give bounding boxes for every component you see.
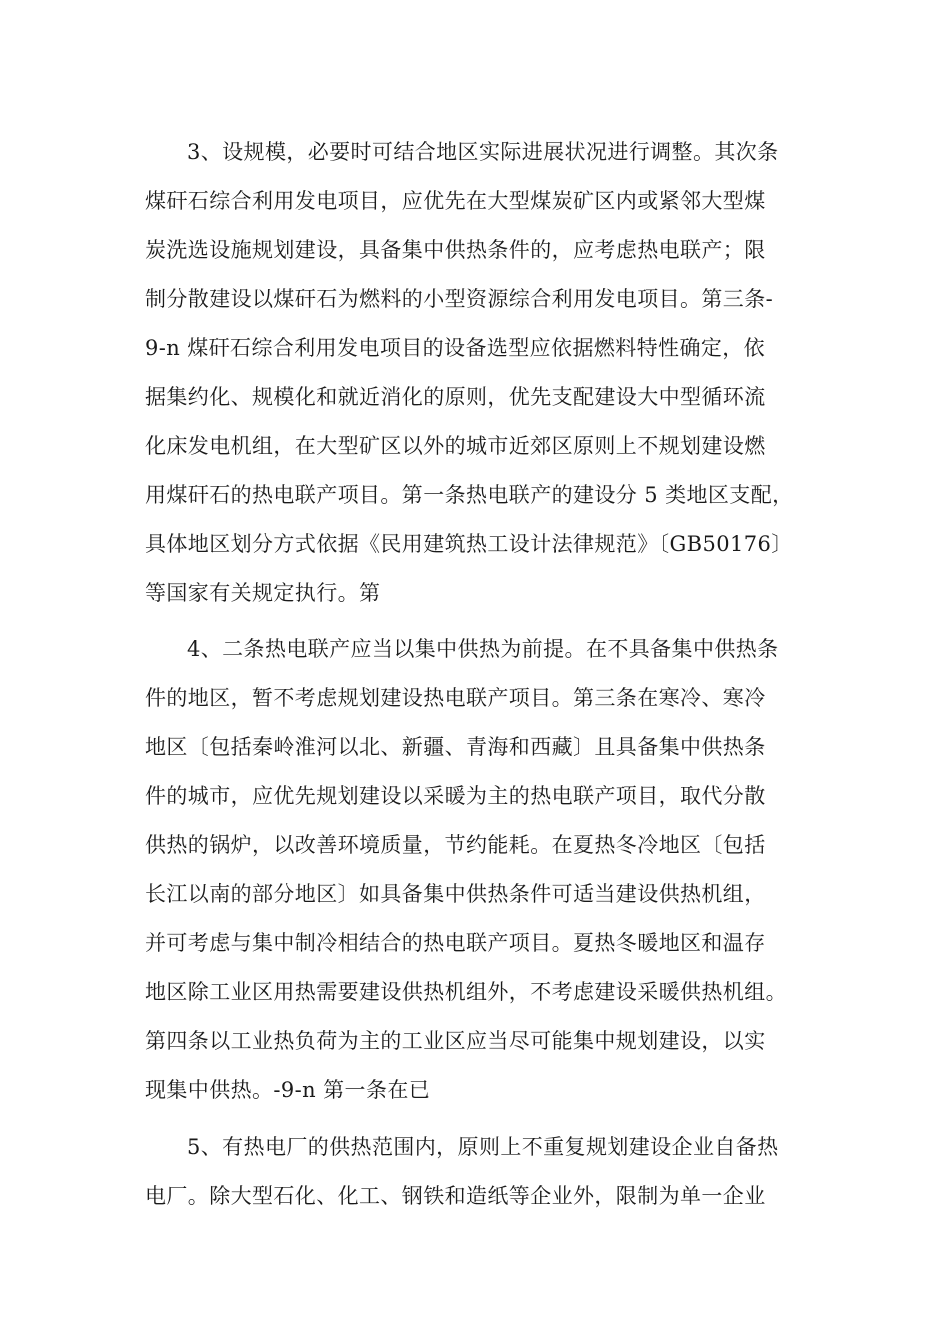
text-line: 件的地区，暂不考虑规划建设热电联产项目。第三条在寒冷、寒冷 <box>145 686 766 710</box>
text-line: 煤矸石综合利用发电项目，应优先在大型煤炭矿区内或紧邻大型煤 <box>145 189 766 213</box>
text-line: 地区〔包括秦岭淮河以北、新疆、青海和西藏〕且具备集中供热条 <box>145 735 766 759</box>
text-line: 供热的锅炉，以改善环境质量，节约能耗。在夏热冬冷地区〔包括 <box>145 833 766 857</box>
text-line: 并可考虑与集中制冷相结合的热电联产项目。夏热冬暖地区和温存 <box>145 931 766 955</box>
text-line: 9-n 煤矸石综合利用发电项目的设备选型应依据燃料特性确定，依 <box>145 336 766 360</box>
text-line: 地区除工业区用热需要建设供热机组外，不考虑建设采暖供热机组。 <box>145 980 787 1004</box>
text-line: 电厂。除大型石化、化工、钢铁和造纸等企业外，限制为单一企业 <box>145 1184 766 1208</box>
text-line: 4、二条热电联产应当以集中供热为前提。在不具备集中供热条 <box>187 637 779 661</box>
text-line: 制分散建设以煤矸石为燃料的小型资源综合利用发电项目。第三条- <box>145 287 774 311</box>
text-line: 炭洗选设施规划建设，具备集中供热条件的，应考虑热电联产；限 <box>145 238 766 262</box>
text-line: 第四条以工业热负荷为主的工业区应当尽可能集中规划建设，以实 <box>145 1029 766 1053</box>
text-line: 用煤矸石的热电联产项目。第一条热电联产的建设分 5 类地区支配， <box>145 483 794 507</box>
text-line: 现集中供热。-9-n 第一条在已 <box>145 1078 431 1102</box>
text-line: 化床发电机组，在大型矿区以外的城市近郊区原则上不规划建设燃 <box>145 434 766 458</box>
text-line: 据集约化、规模化和就近消化的原则，优先支配建设大中型循环流 <box>145 385 766 409</box>
text-line: 等国家有关规定执行。第 <box>145 581 381 605</box>
text-line: 5、有热电厂的供热范围内，原则上不重复规划建设企业自备热 <box>187 1135 779 1159</box>
text-line: 具体地区划分方式依据《民用建筑热工设计法律规范》〔GB50176〕 <box>145 532 793 556</box>
text-line: 3、设规模，必要时可结合地区实际进展状况进行调整。其次条 <box>187 140 779 164</box>
text-line: 件的城市，应优先规划建设以采暖为主的热电联产项目，取代分散 <box>145 784 766 808</box>
text-line: 长江以南的部分地区〕如具备集中供热条件可适当建设供热机组， <box>145 882 766 906</box>
